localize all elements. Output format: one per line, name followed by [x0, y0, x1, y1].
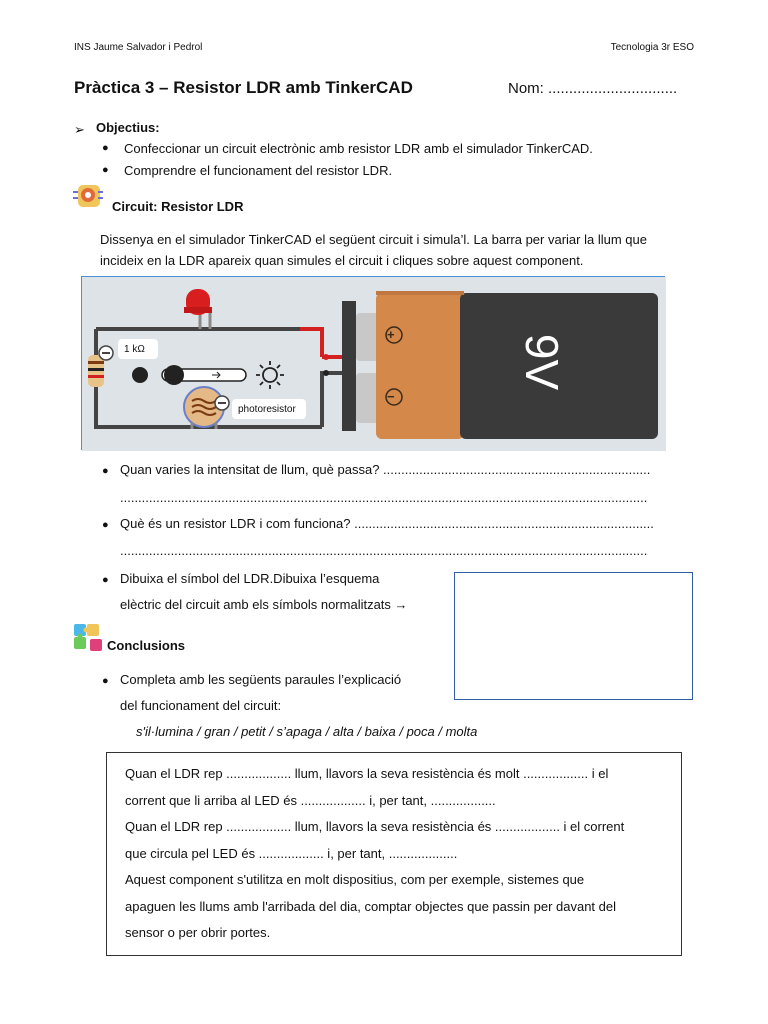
circuit-intro-line1: Dissenya en el simulador TinkerCAD el següent circuit i simula’l. La barra per variar la llum que	[100, 232, 647, 247]
puzzle-icon	[72, 622, 104, 652]
drawing-box[interactable]	[454, 572, 693, 700]
conclusion-line: que circula pel LED és .................. i, per tant, ...................	[125, 846, 458, 861]
conclusions-intro-line2: del funcionament del circuit:	[120, 698, 282, 713]
question-2: Què és un resistor LDR i com funciona? ...................................................................................	[120, 516, 654, 531]
bullet-icon: ●	[102, 675, 109, 687]
circuit-diagram	[81, 276, 665, 450]
battery-plus-label: +	[387, 327, 395, 342]
conclusions-intro-line1: Completa amb les següents paraules l’explicació	[120, 672, 402, 687]
arrow-bullet-icon: ➢	[74, 122, 85, 137]
objectives-heading: Objectius:	[96, 120, 160, 135]
objective-item: Confeccionar un circuit electrònic amb resistor LDR amb el simulador TinkerCAD.	[124, 141, 593, 156]
circuit-illustration	[82, 277, 666, 451]
question-3-line2: elèctric del circuit amb els símbols normalitzats →	[120, 597, 408, 612]
conclusion-line: Quan el LDR rep .................. llum, llavors la seva resistència és molt .................. i el	[125, 766, 609, 781]
battery-minus-label: −	[387, 389, 395, 404]
conclusion-line: Aquest component s'utilitza en molt dispositius, com per exemple, sistemes que	[125, 872, 585, 887]
header-subject: Tecnologia 3r ESO	[610, 42, 694, 53]
objective-item: Comprendre el funcionament del resistor LDR.	[124, 163, 393, 178]
bullet-icon: ●	[102, 519, 109, 531]
header-school: INS Jaume Salvador i Pedrol	[74, 42, 203, 53]
bullet-icon: ●	[102, 164, 109, 176]
conclusions-heading: Conclusions	[107, 638, 186, 653]
circuit-intro-line2: incideix en la LDR apareix quan simules el circuit i cliques sobre aquest component.	[100, 253, 584, 268]
question-1: Quan varies la intensitat de llum, què passa? ..........................................................................	[120, 462, 651, 477]
bullet-icon: ●	[102, 142, 109, 154]
name-field: Nom: ...............................	[508, 80, 678, 97]
circuit-heading: Circuit: Resistor LDR	[112, 199, 244, 214]
question-1-continuation: ..................................................................................................................................................	[120, 490, 648, 505]
conclusion-line: apaguen les llums amb l'arribada del dia, comptar objectes que passin per davant del	[125, 899, 616, 914]
resistor-label: 1 kΩ	[124, 344, 145, 355]
conclusion-line: sensor o per obrir portes.	[125, 925, 271, 940]
photoresistor-label: photoresistor	[238, 404, 296, 415]
conclusion-line: corrent que li arriba al LED és .................. i, per tant, ..................	[125, 793, 496, 808]
question-2-continuation: ..................................................................................................................................................	[120, 543, 648, 558]
bullet-icon: ●	[102, 574, 109, 586]
word-bank: s'il·lumina / gran / petit / s’apaga / alta / baixa / poca / molta	[136, 724, 478, 739]
question-3-line1: Dibuixa el símbol del LDR.Dibuixa l’esquema	[120, 571, 380, 586]
page-title: Pràctica 3 – Resistor LDR amb TinkerCAD	[74, 78, 413, 97]
battery-voltage-label: 9V	[516, 333, 568, 391]
gear-chip-icon	[72, 180, 104, 210]
conclusion-line: Quan el LDR rep .................. llum, llavors la seva resistència és .................. i el corrent	[125, 819, 625, 834]
conclusions-box	[106, 752, 682, 956]
bullet-icon: ●	[102, 465, 109, 477]
